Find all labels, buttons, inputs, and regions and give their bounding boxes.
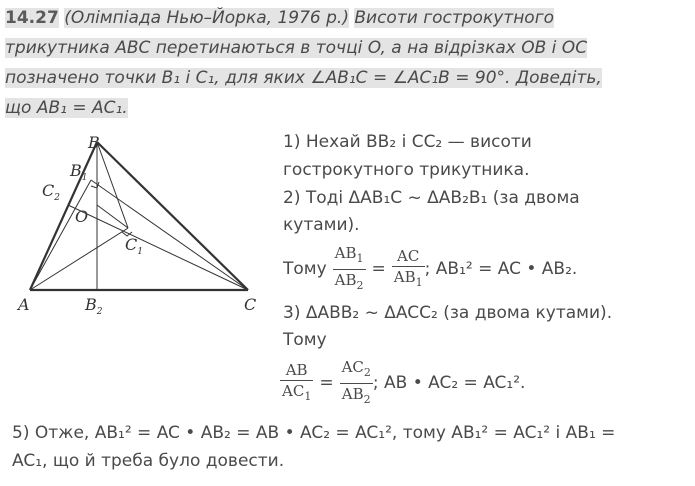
fraction-ab-ac1: $\frac{AB}{AC_1}$ bbox=[282, 360, 312, 403]
solution-ratio-1 bbox=[283, 242, 577, 296]
label-c1: $C_1$ bbox=[125, 235, 143, 257]
problem-line-3: позначено точки B₁ і C₁, для яких ∠AB₁C = ∠AC₁B = 90°. Доведіть, bbox=[5, 68, 602, 88]
label-b1: $B_1$ bbox=[70, 161, 88, 183]
equation-ac1-squared: ; AB • AC₂ = AC₁². bbox=[372, 373, 526, 393]
fraction-ab1-ab2: $\frac{AB_1}{AB_2}$ bbox=[334, 243, 364, 292]
problem-source: (Олімпіада Нью–Йорка, 1976 р.) bbox=[64, 8, 349, 28]
equals-sign: = bbox=[371, 259, 386, 279]
label-c2: $C_2$ bbox=[42, 181, 60, 203]
solution-step-5a: 5) Отже, AB₁² = AC • AB₂ = AB • AC₂ = AC₁², тому AB₁² = AC₁² і AB₁ = bbox=[12, 423, 616, 443]
fraction-ac-ab1: $\frac{AC}{AB_1}$ bbox=[393, 246, 423, 289]
problem-text-1: Висоти гострокутного bbox=[354, 8, 555, 28]
solution-step-2b: кутами). bbox=[283, 215, 360, 235]
problem-line-2: трикутника ABC перетинаються в точці O, а на відрізках OB і OC bbox=[5, 38, 588, 58]
problem-line-4: що AB₁ = AC₁. bbox=[5, 98, 128, 118]
label-b2: $B_2$ bbox=[85, 295, 103, 317]
solution-ratio-2 bbox=[280, 356, 525, 410]
label-b: B bbox=[88, 133, 100, 152]
label-o: O bbox=[75, 207, 89, 226]
solution-tomu-2: Тому bbox=[283, 330, 327, 350]
fraction-ac2-ab2: $\frac{AC_2}{AB_2}$ bbox=[341, 357, 371, 406]
solution-step-5b: AC₁, що й треба було довести. bbox=[12, 451, 285, 471]
segment-bc1 bbox=[97, 142, 128, 228]
problem-line-1 bbox=[5, 8, 554, 28]
label-a: A bbox=[18, 295, 30, 314]
equals-sign-2: = bbox=[319, 373, 334, 393]
label-c: C bbox=[244, 295, 257, 314]
altitude-cc2 bbox=[68, 205, 248, 290]
solution-step-1b: гострокутного трикутника. bbox=[283, 160, 530, 180]
equation-ab1-squared: ; AB₁² = AC • AB₂. bbox=[424, 259, 578, 279]
segment-ab1 bbox=[30, 180, 91, 290]
triangle-figure bbox=[0, 125, 270, 325]
problem-number: 14.27 bbox=[5, 8, 59, 28]
solution-step-2a: 2) Тоді ΔAB₁C ~ ΔAB₂B₁ (за двома bbox=[283, 188, 580, 208]
solution-step-3a: 3) ΔABB₂ ~ ΔACC₂ (за двома кутами). bbox=[283, 303, 613, 323]
segment-b1c bbox=[91, 180, 248, 290]
solution-step-1a: 1) Нехай BB₂ і CC₂ — висоти bbox=[283, 132, 532, 152]
side-bc bbox=[97, 142, 248, 290]
tomu-label: Тому bbox=[283, 259, 327, 279]
